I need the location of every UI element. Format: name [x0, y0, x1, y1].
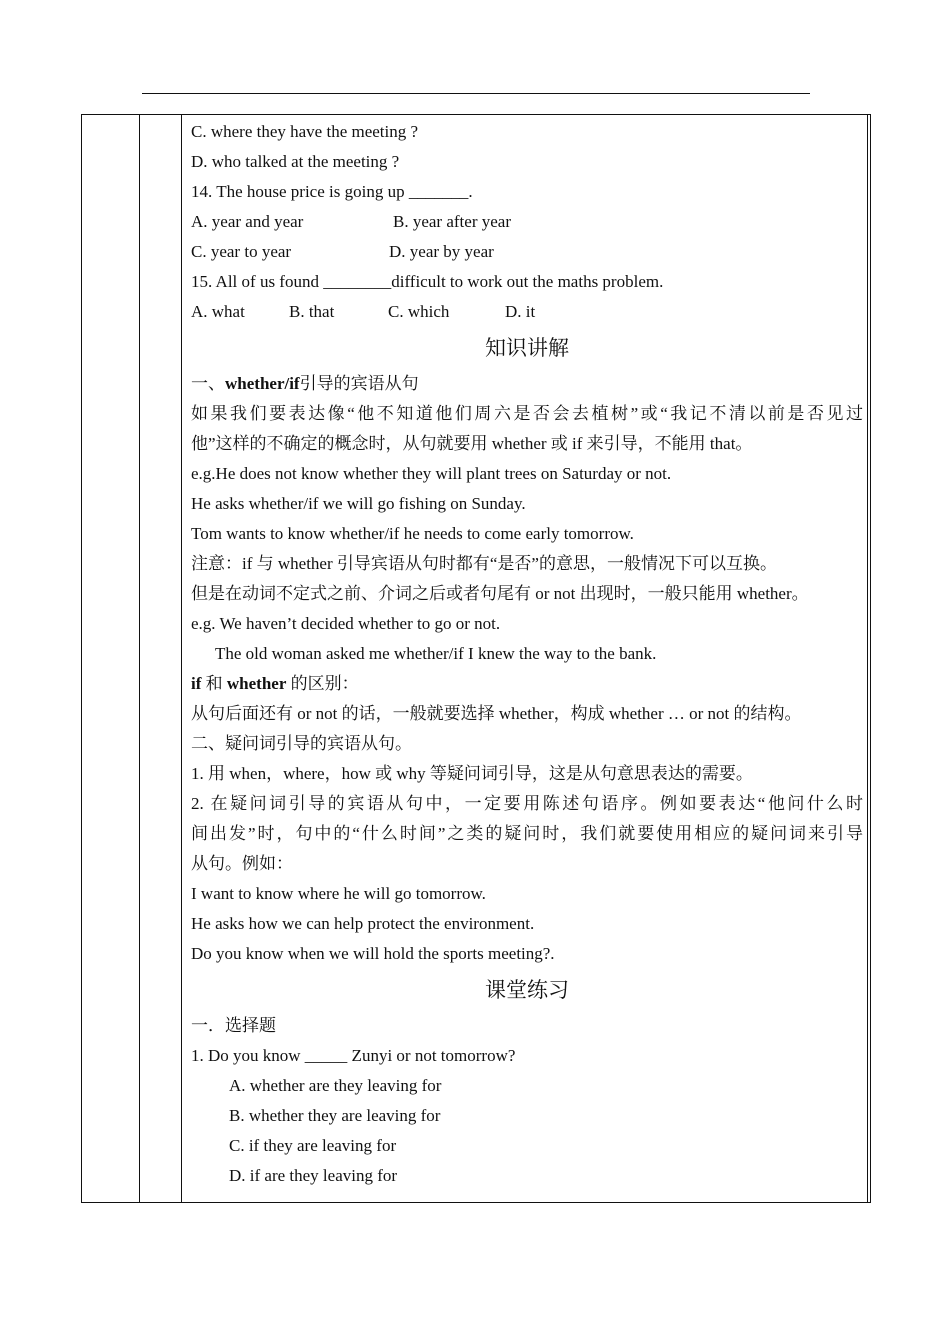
- diff-whether: whether: [226, 674, 287, 693]
- q15-option-b: B. that: [289, 302, 335, 321]
- q13-option-d: D. who talked at the meeting ?: [191, 152, 400, 171]
- part2-example-2: He asks how we can help protect the environment.: [191, 914, 535, 933]
- part2-example-3: Do you know when we will hold the sports meeting?.: [191, 944, 555, 963]
- part2-example-1: I want to know where he will go tomorrow.: [191, 884, 486, 903]
- part1-example-5: The old woman asked me whether/if I knew the way to the bank.: [215, 644, 657, 663]
- q15-options: [191, 297, 863, 327]
- q14-options-row2: [191, 237, 863, 267]
- part1-keyword: whether/if: [225, 374, 300, 393]
- part1-example-3: Tom wants to know whether/if he needs to come early tomorrow.: [191, 524, 634, 543]
- part2-point-2c: 从句。例如：: [191, 854, 293, 873]
- part1-title: [191, 369, 863, 399]
- section-title-practice: 课堂练习: [485, 978, 569, 1002]
- exercise-q1-option-a: A. whether are they leaving for: [229, 1076, 442, 1095]
- q15-stem: 15. All of us found ________difficult to work out the maths problem.: [191, 272, 664, 291]
- exercise-q1-stem: 1. Do you know _____ Zunyi or not tomorrow?: [191, 1046, 516, 1065]
- part1-example-4: e.g. We haven’t decided whether to go or not.: [191, 614, 501, 633]
- lesson-table: [81, 114, 871, 1203]
- q15-option-c: C. which: [388, 302, 450, 321]
- q14-option-a: A. year and year: [191, 212, 304, 231]
- q14-options-row1: [191, 207, 863, 237]
- q14-option-d: D. year by year: [389, 242, 494, 261]
- if-whether-diff-title: [191, 669, 863, 699]
- q14-option-b: B. year after year: [393, 212, 511, 231]
- part2-point-2b: 间出发”时，句中的“什么时间”之类的疑问时，我们就要使用相应的疑问词来引导: [191, 824, 863, 843]
- q15-option-a: A. what: [191, 302, 245, 321]
- table-double-border: [867, 115, 868, 1202]
- part1-example-2: He asks whether/if we will go fishing on Sunday.: [191, 494, 526, 513]
- part1-desc-1: 如果我们要表达像“他不知道他们周六是否会去植树”或“我记不清以前是否见过: [191, 404, 863, 423]
- q14-stem: 14. The house price is going up _______.: [191, 182, 473, 201]
- diff-suffix: 的区别：: [286, 674, 359, 693]
- column-divider-1: [139, 115, 140, 1202]
- part1-prefix: 一、: [191, 374, 225, 393]
- part2-point-2a: 2. 在疑问词引导的宾语从句中，一定要用陈述句语序。例如要表达“他问什么时: [191, 794, 863, 813]
- part1-note-1: 注意：if 与 whether 引导宾语从句时都有“是否”的意思，一般情况下可以互换。: [191, 554, 777, 573]
- part1-desc-2: 他”这样的不确定的概念时，从句就要用 whether 或 if 来引导，不能用 that。: [191, 434, 753, 453]
- part1-note-2: 但是在动词不定式之前、介词之后或者句尾有 or not 出现时，一般只能用 whether。: [191, 584, 809, 603]
- if-whether-diff-desc: 从句后面还有 or not 的话，一般就要选择 whether，构成 whether … or not 的结构。: [191, 704, 802, 723]
- exercise-q1-option-c: C. if they are leaving for: [229, 1136, 397, 1155]
- part2-title: 二、疑问词引导的宾语从句。: [191, 734, 412, 753]
- diff-and: 和: [201, 674, 227, 693]
- exercise-q1-option-d: D. if are they leaving for: [229, 1166, 398, 1185]
- q14-option-c: C. year to year: [191, 242, 292, 261]
- exercise-q1-option-b: B. whether they are leaving for: [229, 1106, 441, 1125]
- lesson-content: [191, 117, 863, 1191]
- exercise-heading: 一．选择题: [191, 1016, 276, 1035]
- part2-point-1: 1. 用 when，where，how 或 why 等疑问词引导，这是从句意思表达的需要。: [191, 764, 753, 783]
- part1-suffix: 引导的宾语从句: [299, 374, 419, 393]
- q13-option-c: C. where they have the meeting ?: [191, 122, 419, 141]
- header-rule: [142, 93, 810, 94]
- section-title-knowledge: 知识讲解: [485, 336, 569, 360]
- diff-if: if: [191, 674, 202, 693]
- part1-example-1: e.g.He does not know whether they will plant trees on Saturday or not.: [191, 464, 672, 483]
- q15-option-d: D. it: [505, 302, 536, 321]
- column-divider-2: [181, 115, 182, 1202]
